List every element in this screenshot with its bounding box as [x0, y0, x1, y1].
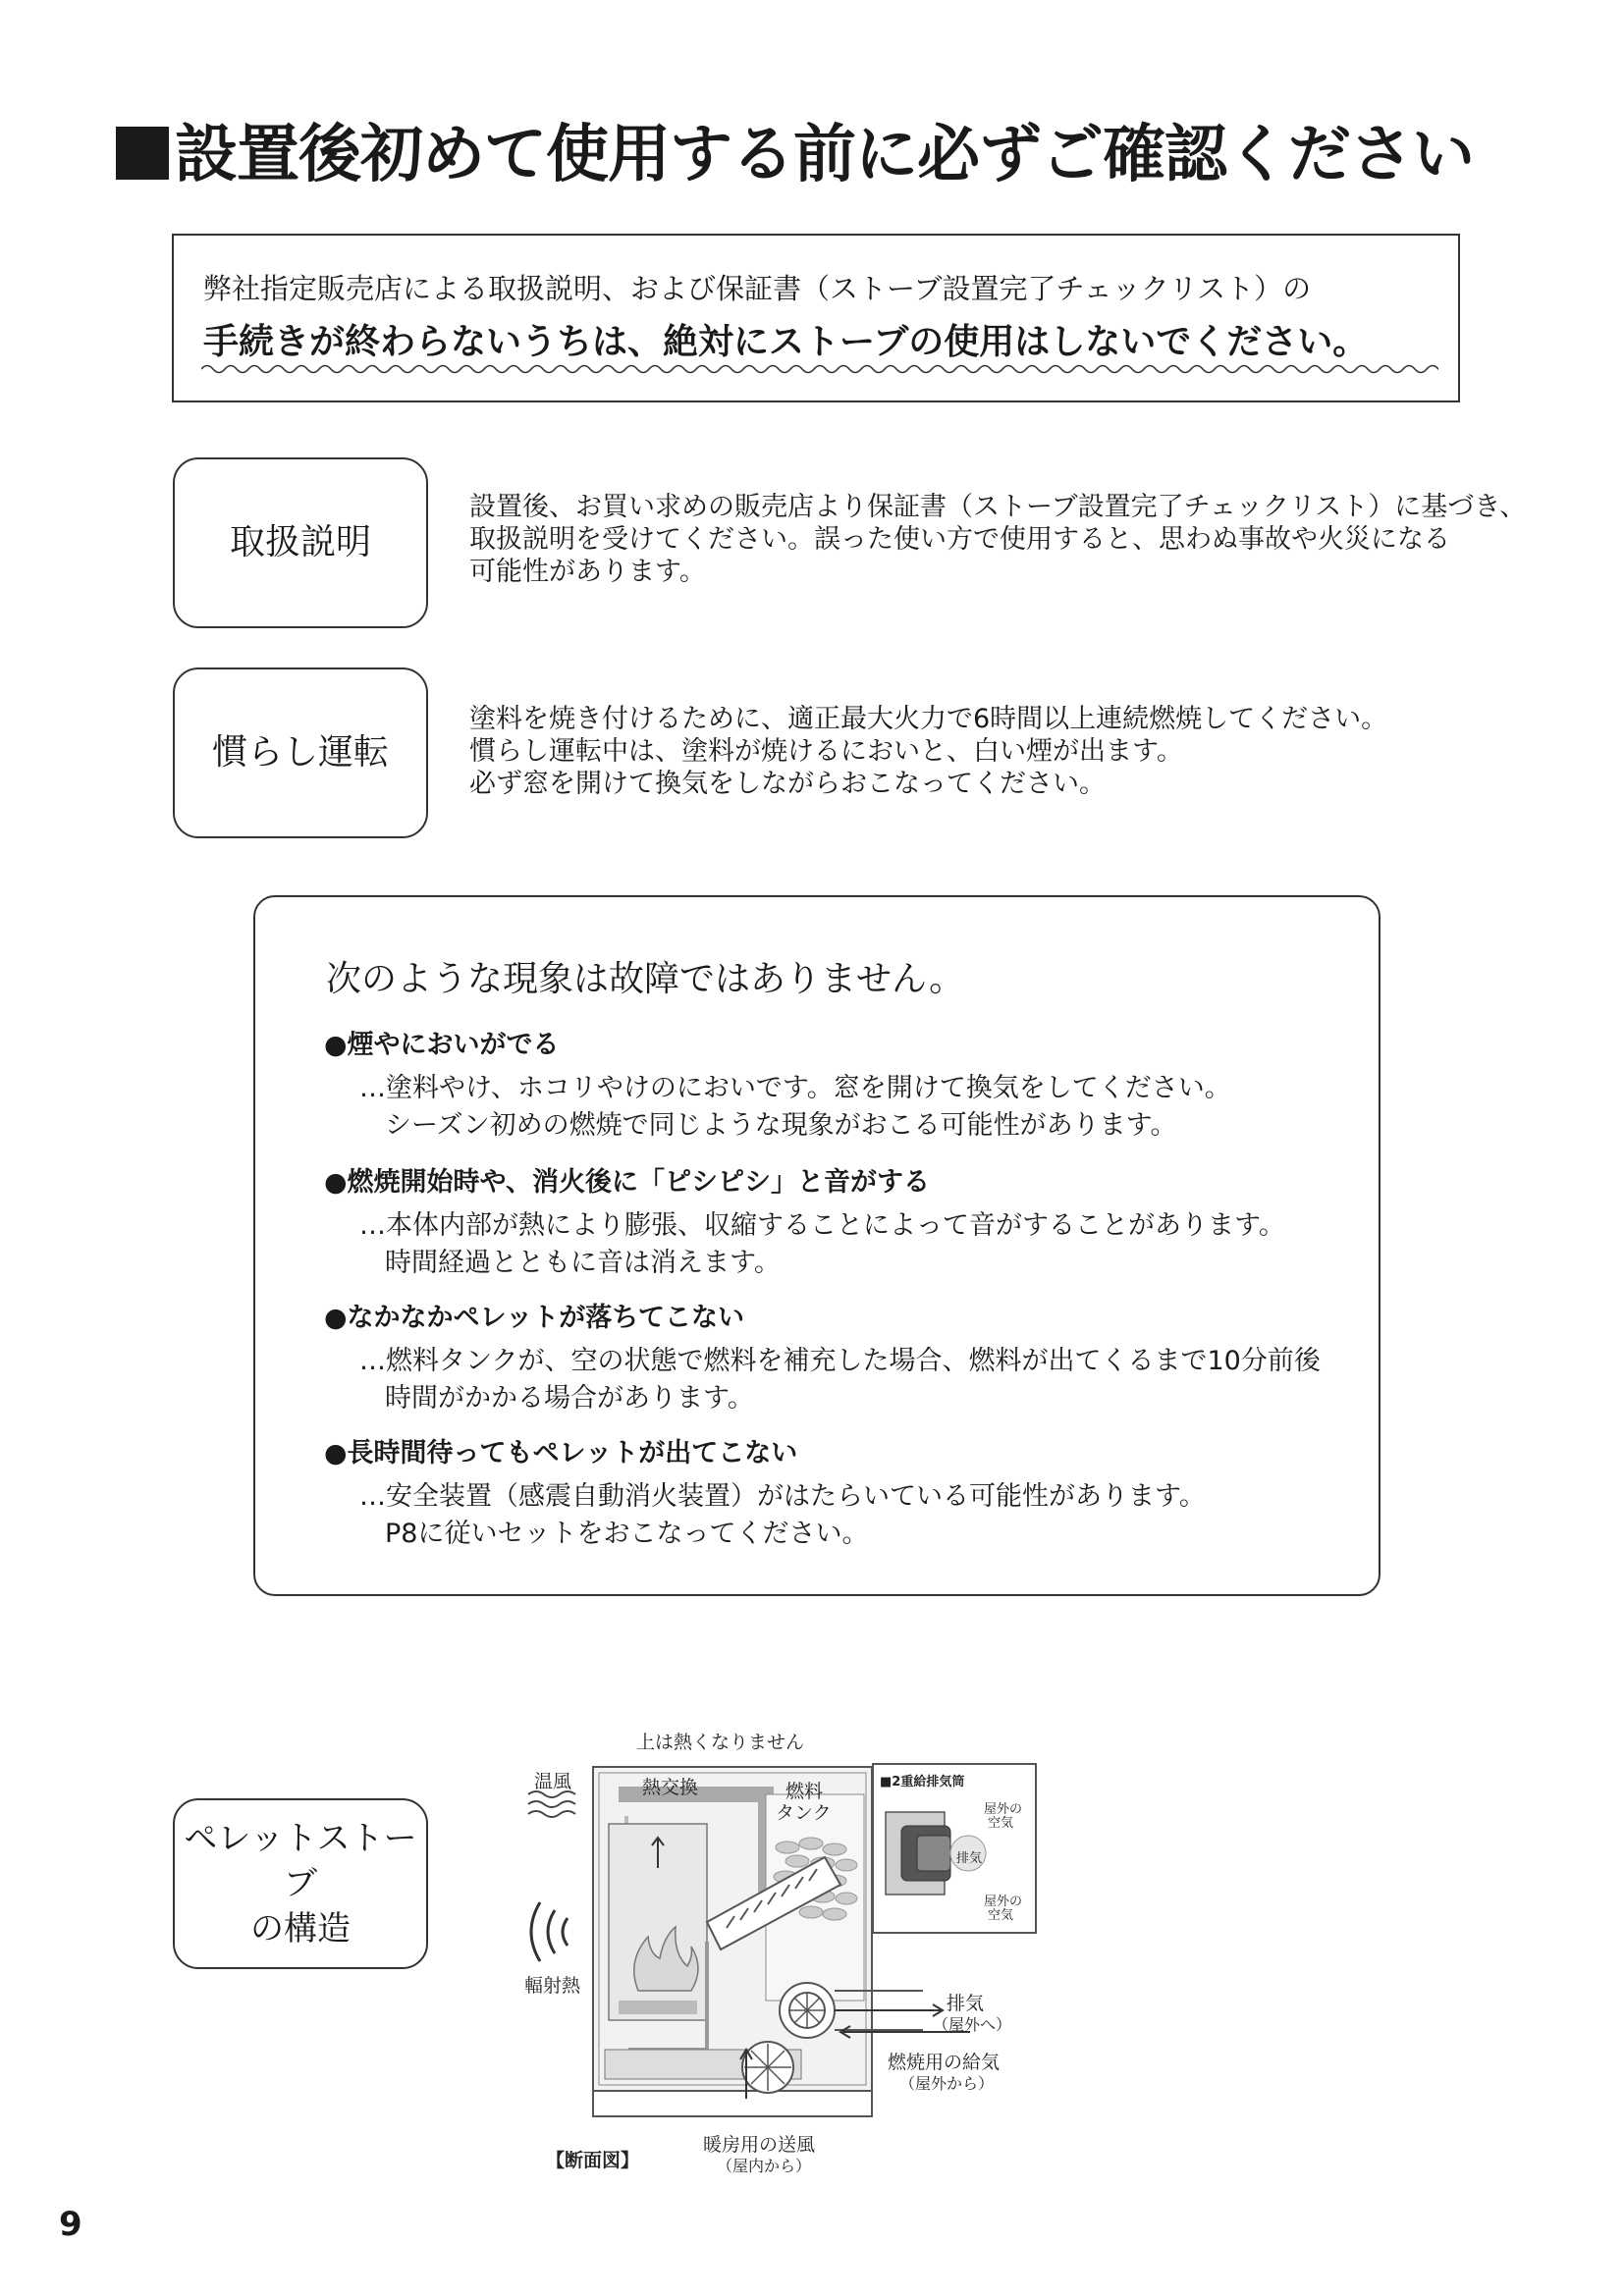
heat-exchange-label: 熱交換 — [642, 1777, 699, 1798]
label-instruction: 取扱説明 — [173, 457, 428, 628]
page-number: 9 — [59, 2205, 82, 2244]
title-square-icon — [116, 127, 169, 180]
heating-fan-sub-label: （屋内から） — [717, 2157, 812, 2175]
notice-line-2: 手続きが終わらないうちは、絶対にストーブの使用はしないでください。 — [203, 322, 1369, 362]
label-stove-structure: ペレットストーブ の構造 — [173, 1798, 428, 1969]
combustion-air-sub-label: （屋外から） — [899, 2074, 995, 2093]
exhaust-label: 排気 — [947, 1993, 985, 2014]
heating-fan-label: 暖房用の送風 — [703, 2134, 816, 2156]
list-item: ●燃焼開始時や、消火後に「ピシピシ」と音がする …本体内部が熱により膨張、収縮することによって音がすることがあります。 時間経過とともに音は消えます。 — [324, 1167, 1285, 1278]
instruction-description: 設置後、お買い求めの販売店より保証書（ストーブ設置完了チェックリスト）に基づき、 取扱説明を受けてください。誤った使い方で使用すると、思わぬ事故や火災になる 可能性があります。 — [469, 492, 1527, 587]
cross-section-label: 【断面図】 — [546, 2150, 640, 2171]
list-item: ●なかなかペレットが落ちてこない …燃料タンクが、空の状態で燃料を補充した場合、燃料が出てくるまで10分前後 時間がかかる場合があります。 — [324, 1303, 1321, 1414]
stove-diagram — [511, 1726, 1041, 2187]
list-item: ●煙やにおいがでる …塗料やけ、ホコリやけのにおいです。窓を開けて換気をしてください。 シーズン初めの燃焼で同じような現象がおこる可能性があります。 — [324, 1030, 1231, 1141]
tank-label: タンク — [776, 1802, 832, 1824]
top-not-hot-label: 上は熱くなりません — [636, 1732, 805, 1753]
combustion-air-label: 燃焼用の給気 — [888, 2052, 1001, 2073]
not-malfunction-panel — [253, 895, 1380, 1596]
panel-title: 次のような現象は故障ではありません。 — [326, 959, 965, 999]
exhaust-sub-label: （屋外へ） — [933, 2015, 1012, 2034]
wavy-underline-icon — [201, 361, 1438, 377]
break-in-description: 塗料を焼き付けるために、適正最大火力で6時間以上連続燃焼してください。 慣らし運転中は、塗料が焼けるにおいと、白い煙が出ます。 必ず窓を開けて換気をしながらおこなってください。 — [469, 704, 1388, 799]
label-break-in: 慣らし運転 — [173, 667, 428, 838]
radiant-heat-label: 輻射熱 — [524, 1975, 581, 1997]
inset-double-pipe: ■2重給排気筒 屋外の 空気 排気 屋外の 空気 — [872, 1763, 1037, 1934]
list-item: ●長時間待ってもペレットが出てこない …安全装置（感震自動消火装置）がはたらいている可能性があります。 P8に従いセットをおこなってください。 — [324, 1438, 1206, 1549]
notice-line-1: 弊社指定販売店による取扱説明、および保証書（ストーブ設置完了チェックリスト）の — [203, 272, 1312, 305]
notice-box — [172, 234, 1460, 402]
warm-air-label: 温風 — [534, 1771, 572, 1792]
page-title: 設置後初めて使用する前に必ずご確認ください — [116, 116, 1530, 194]
fuel-label: 燃料 — [785, 1781, 824, 1802]
